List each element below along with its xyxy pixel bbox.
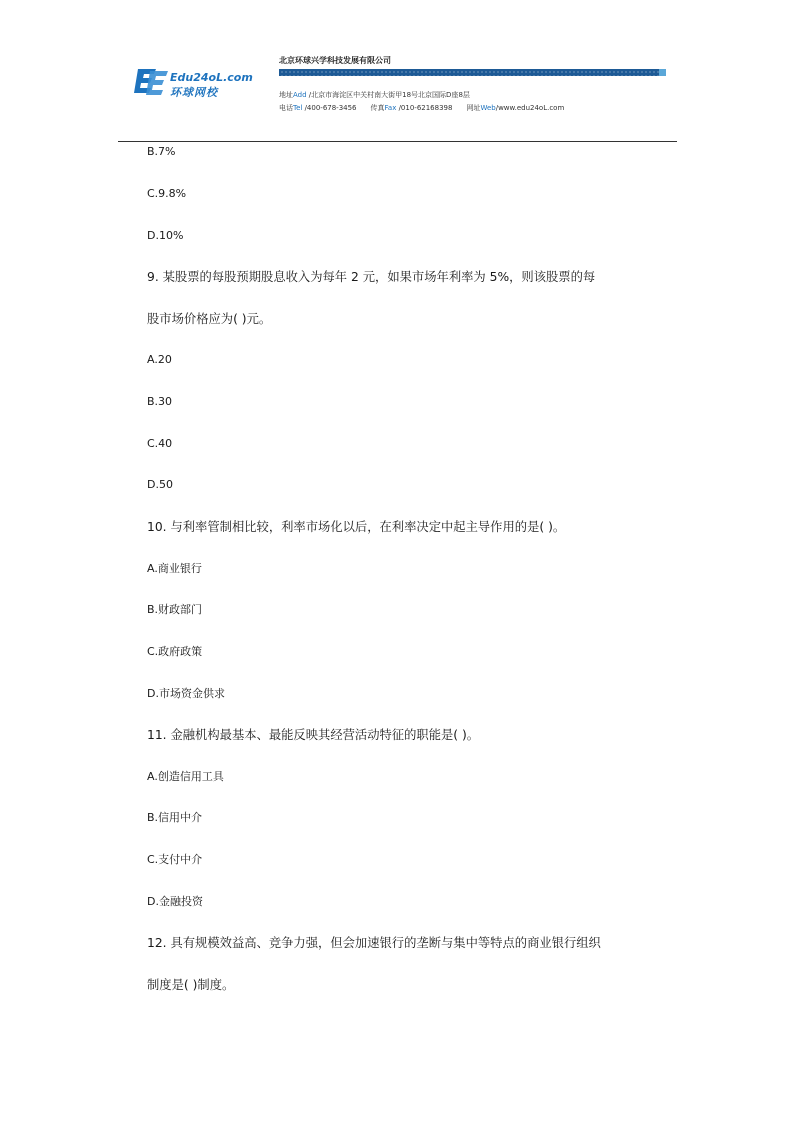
- fax-label-en: Fax: [384, 104, 397, 112]
- address-label: 地址: [279, 91, 293, 99]
- option-line: C.政府政策: [147, 645, 203, 658]
- address-line: [279, 90, 470, 100]
- logo-chinese-text: 环球网校: [170, 86, 218, 99]
- option-line: A.20: [147, 353, 172, 366]
- option-line: C.9.8%: [147, 187, 187, 200]
- fax-label: 传真: [370, 104, 385, 112]
- question-11: 11. 金融机构最基本、最能反映其经营活动特征的职能是( )。: [147, 728, 480, 742]
- question-12-cont: 制度是( )制度。: [147, 978, 235, 992]
- web-label: 网址: [466, 104, 481, 112]
- logo-mark-icon: [134, 66, 170, 98]
- option-line: B.信用中介: [147, 811, 203, 824]
- tel-label-en: Tel: [293, 104, 303, 112]
- fax-value: /010-62168398: [396, 104, 453, 112]
- option-line: D.10%: [147, 229, 184, 242]
- option-line: D.50: [147, 478, 173, 491]
- tel-value: /400-678-3456: [302, 104, 357, 112]
- option-line: D.金融投资: [147, 895, 203, 908]
- header-divider: [118, 141, 677, 142]
- question-10: 10. 与利率管制相比较，利率市场化以后，在利率决定中起主导作用的是( )。: [147, 520, 566, 534]
- address-label-en: Add: [293, 91, 307, 99]
- logo-domain-text: Edu24oL.com: [170, 71, 253, 84]
- web-value: /www.edu24oL.com: [495, 104, 565, 112]
- page-header: [0, 0, 794, 142]
- option-line: A.创造信用工具: [147, 770, 224, 783]
- option-line: D.市场资金供求: [147, 687, 225, 700]
- option-line: B.7%: [147, 145, 176, 158]
- web-label-en: Web: [480, 104, 496, 112]
- option-line: B.财政部门: [147, 603, 203, 616]
- option-line: A.商业银行: [147, 562, 202, 575]
- tel-label: 电话: [279, 104, 293, 112]
- address-value: /北京市海淀区中关村南大街甲18号北京国际D座8层: [306, 91, 470, 99]
- question-9: 9. 某股票的每股预期股息收入为每年 2 元，如果市场年利率为 5%，则该股票的每: [147, 270, 596, 284]
- company-name: 北京环球兴学科技发展有限公司: [279, 56, 391, 65]
- contact-line: [279, 103, 564, 113]
- option-line: C.40: [147, 437, 173, 450]
- question-12: 12. 具有规模效益高、竞争力强，但会加速银行的垄断与集中等特点的商业银行组织: [147, 936, 601, 950]
- question-9-cont: 股市场价格应为( )元。: [147, 312, 272, 326]
- option-line: C.支付中介: [147, 853, 203, 866]
- header-color-band: [279, 69, 666, 76]
- option-line: B.30: [147, 395, 173, 408]
- edu24ol-logo: [134, 66, 253, 100]
